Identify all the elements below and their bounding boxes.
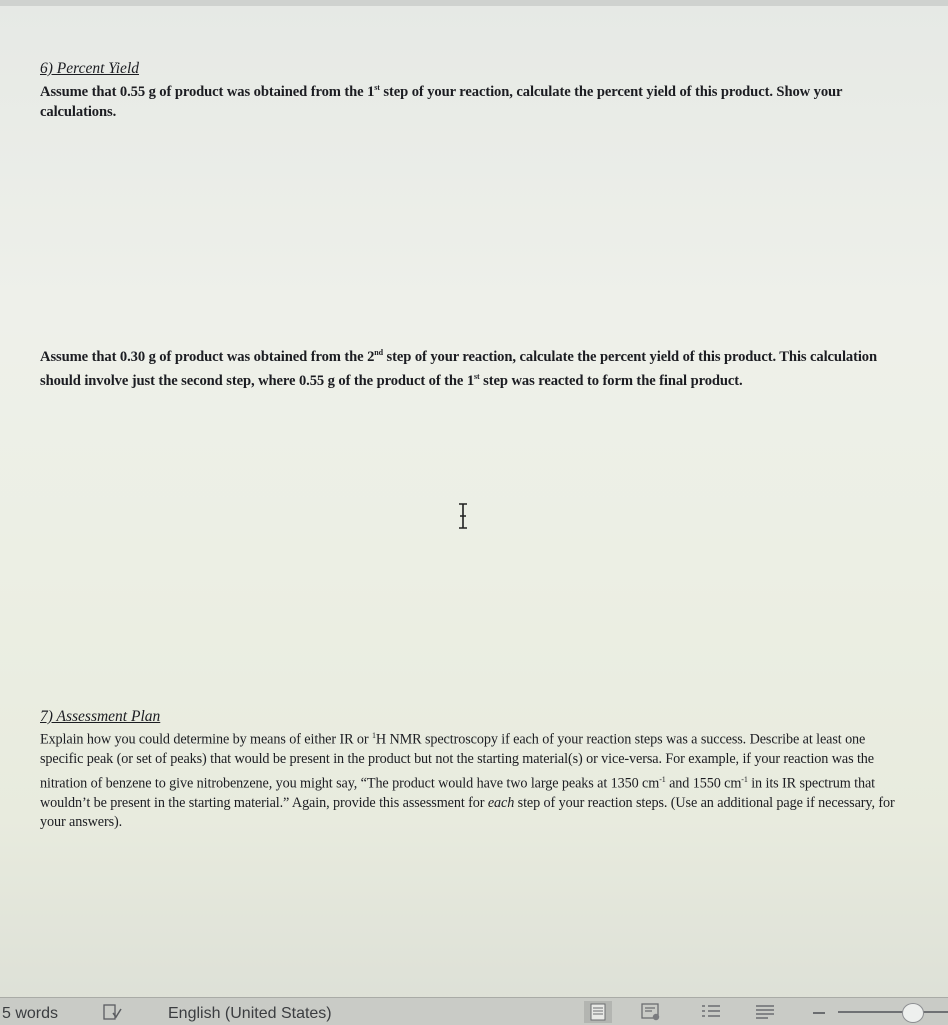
section-6-heading: 6) Percent Yield — [40, 60, 139, 77]
language-indicator[interactable]: English (United States) — [168, 1005, 332, 1022]
window-top-edge — [0, 0, 948, 6]
outline-view-icon[interactable] — [700, 1002, 722, 1022]
zoom-slider-thumb[interactable] — [902, 1003, 924, 1023]
print-layout-view-icon[interactable] — [584, 1001, 612, 1023]
section-assessment-plan — [40, 708, 900, 833]
question-7-body[interactable]: Explain how you could determine by means of either IR or $^1$H NMR spectroscopy if each of your reaction steps was a success. Describe at least one specific peak (or set of peaks) that would be present in the product but not the starting material(s) or vice-versa. For example, if your reaction was the nitration of benzene to give nitrobenzene, you might say, “The product would have two large peaks at 1350 $cm^{-1}$ and 1550 $cm^{-1}$ in its IR spectrum that wouldn’t be present in the starting material.” Again, provide this assessment for each step of your reaction steps. (Use an additional page if necessary, for your answers). — [40, 731, 895, 831]
zoom-out-icon[interactable] — [808, 1002, 830, 1022]
section-percent-yield — [40, 60, 900, 122]
section-percent-yield-part-2 — [40, 343, 900, 391]
web-layout-view-icon[interactable] — [640, 1002, 662, 1022]
question-6-part-1[interactable]: Assume that 0.55 g of product was obtained from the 1st step of your reaction, calculate the percent yield of this product. Show your calculations. — [40, 83, 843, 120]
word-count[interactable]: 5 words — [2, 1005, 59, 1022]
question-6-part-2[interactable]: Assume that 0.30 g of product was obtained from the 2nd step of your reaction, calculate the percent yield of this product. This calculation should involve just the second step, where 0.55 g of the product of the 1st step was reacted to form the final product. — [40, 348, 878, 389]
section-7-heading: 7) Assessment Plan — [40, 708, 161, 725]
status-bar — [0, 997, 948, 1025]
draft-view-icon[interactable] — [754, 1002, 776, 1022]
text-cursor-icon — [456, 502, 470, 530]
zoom-slider-track[interactable] — [838, 1011, 948, 1013]
proofing-icon[interactable] — [103, 1004, 123, 1022]
